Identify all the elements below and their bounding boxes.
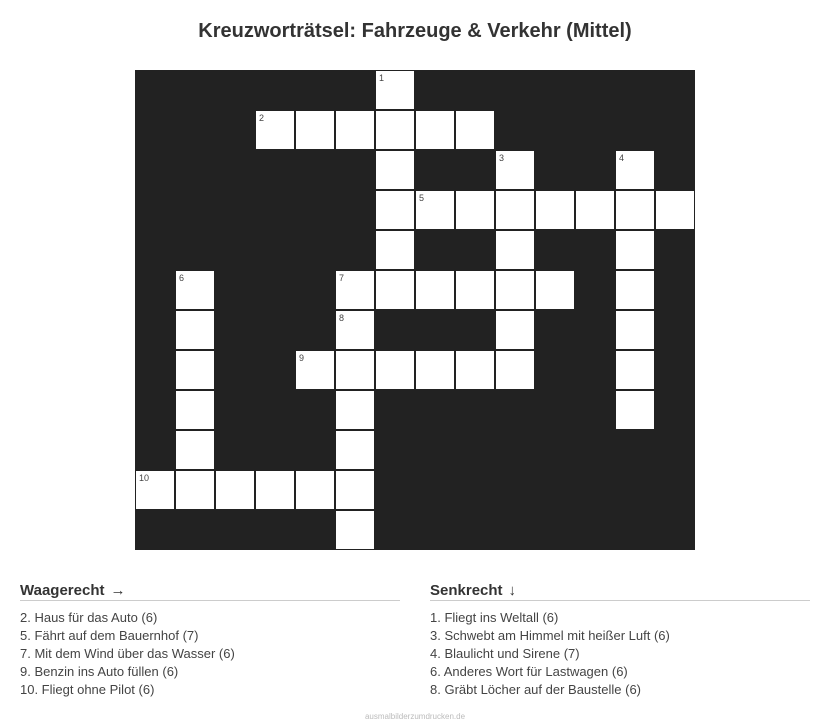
crossword-cell[interactable] [335,470,375,510]
crossword-cell[interactable] [135,470,175,510]
across-heading-label: Waagerecht [20,582,105,599]
down-clues [430,582,810,699]
crossword-cell[interactable] [215,470,255,510]
down-clue: 8. Gräbt Löcher auf der Baustelle (6) [430,682,642,697]
crossword-cell[interactable] [415,110,455,150]
across-clue: 7. Mit dem Wind über das Wasser (6) [20,646,235,661]
crossword-cell[interactable] [255,110,295,150]
down-heading [430,582,810,601]
crossword-cell[interactable] [175,310,215,350]
crossword-cell[interactable] [295,350,335,390]
crossword-cell[interactable] [455,270,495,310]
down-arrow-icon: ↓ [508,582,517,599]
down-clue: 3. Schwebt am Himmel mit heißer Luft (6) [430,628,670,643]
across-clue: 5. Fährt auf dem Bauernhof (7) [20,628,199,643]
crossword-cell[interactable] [415,190,455,230]
crossword-cell[interactable] [615,190,655,230]
crossword-cell[interactable] [495,150,535,190]
across-clues [20,582,400,699]
crossword-cell[interactable] [375,190,415,230]
cell-number: 8 [339,313,345,323]
cell-number: 4 [619,153,625,163]
right-arrow-icon: → [110,582,126,599]
crossword-cell[interactable] [375,110,415,150]
cell-number: 6 [179,273,185,283]
footer-source: ausmalbilderzumdrucken.de [364,712,466,721]
crossword-cell[interactable] [335,110,375,150]
crossword-cell[interactable] [495,270,535,310]
crossword-cell[interactable] [375,270,415,310]
down-clue: 6. Anderes Wort für Lastwagen (6) [430,664,628,679]
crossword-cell[interactable] [495,350,535,390]
cell-number: 10 [139,473,150,483]
crossword-cell[interactable] [375,350,415,390]
crossword-cell[interactable] [615,390,655,430]
crossword-cell[interactable] [615,270,655,310]
across-clue: 10. Fliegt ohne Pilot (6) [20,682,155,697]
across-clue-list [20,609,400,699]
crossword-cell[interactable] [495,190,535,230]
crossword-grid [135,70,695,550]
puzzle-title: Kreuzworträtsel: Fahrzeuge & Verkehr (Mittel) [198,20,632,42]
crossword-cell[interactable] [335,350,375,390]
crossword-cell[interactable] [615,310,655,350]
crossword-cell[interactable] [335,510,375,550]
cell-number: 7 [339,273,345,283]
cell-number: 2 [259,113,265,123]
down-clue-list [430,609,810,699]
cell-number: 1 [379,73,385,83]
crossword-cell[interactable] [655,190,695,230]
down-heading-label: Senkrecht [430,582,503,599]
crossword-cell[interactable] [615,350,655,390]
crossword-cell[interactable] [495,230,535,270]
crossword-cell[interactable] [335,390,375,430]
crossword-cell[interactable] [175,270,215,310]
crossword-cell[interactable] [335,270,375,310]
crossword-cell[interactable] [455,350,495,390]
crossword-cell[interactable] [375,70,415,110]
down-clue: 4. Blaulicht und Sirene (7) [430,646,580,661]
crossword-cell[interactable] [335,310,375,350]
crossword-cell[interactable] [295,470,335,510]
cell-number: 9 [299,353,305,363]
crossword-cell[interactable] [535,190,575,230]
crossword-cell[interactable] [175,470,215,510]
crossword-cell[interactable] [175,350,215,390]
crossword-cell[interactable] [535,270,575,310]
crossword-cell[interactable] [335,430,375,470]
crossword-cell[interactable] [255,470,295,510]
crossword-cell[interactable] [615,150,655,190]
crossword-cell[interactable] [575,190,615,230]
down-clue: 1. Fliegt ins Weltall (6) [430,610,559,625]
crossword-cell[interactable] [415,350,455,390]
cell-number: 3 [499,153,505,163]
crossword-cell[interactable] [295,110,335,150]
crossword-cell[interactable] [495,310,535,350]
crossword-cell[interactable] [175,390,215,430]
crossword-cell[interactable] [455,110,495,150]
cell-number: 5 [419,193,425,203]
across-heading [20,582,400,601]
crossword-cell[interactable] [615,230,655,270]
across-clue: 2. Haus für das Auto (6) [20,610,158,625]
crossword-cell[interactable] [175,430,215,470]
crossword-cell[interactable] [375,150,415,190]
crossword-cell[interactable] [375,230,415,270]
crossword-cell[interactable] [415,270,455,310]
crossword-cell[interactable] [455,190,495,230]
across-clue: 9. Benzin ins Auto füllen (6) [20,664,179,679]
